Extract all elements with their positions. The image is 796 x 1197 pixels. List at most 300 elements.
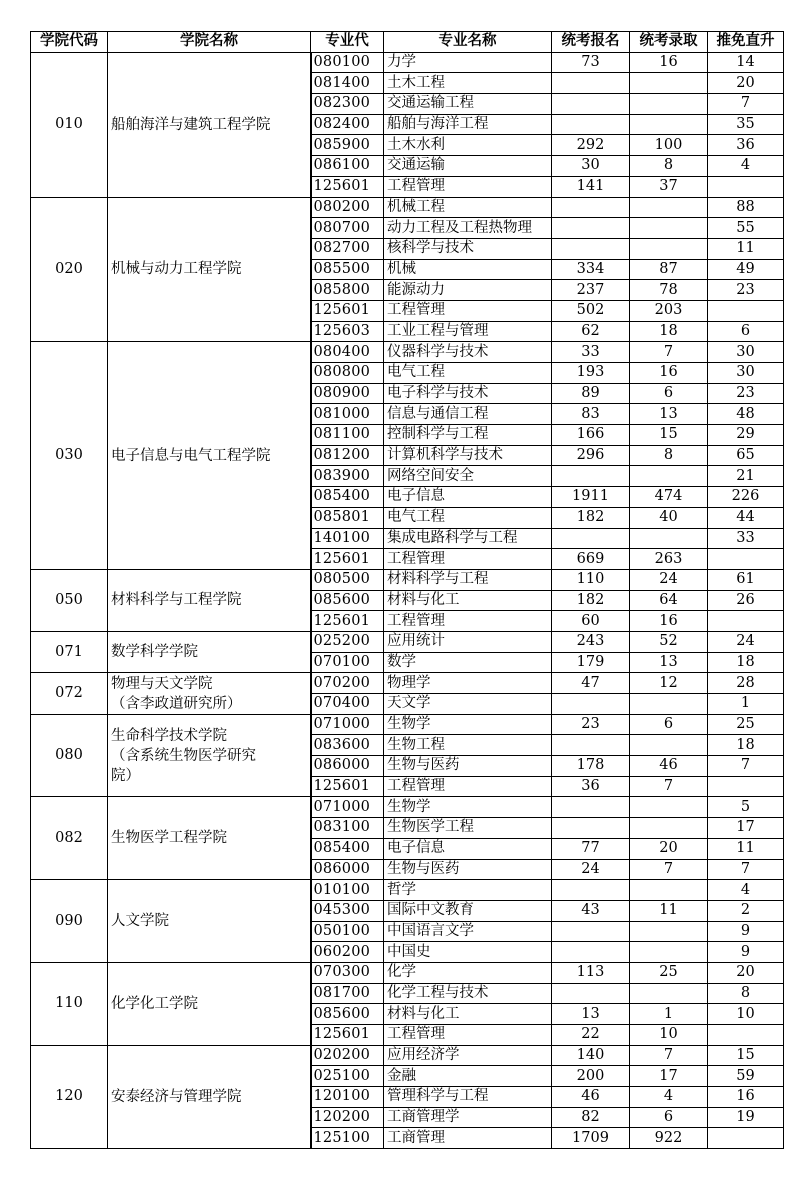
major-name-cell: 工程管理 — [384, 611, 552, 632]
recommended-cell: 19 — [708, 1107, 784, 1128]
major-code-cell: 025200 — [311, 631, 384, 652]
recommended-cell: 25 — [708, 714, 784, 735]
major-name-cell: 仪器科学与技术 — [384, 342, 552, 363]
exam-admitted-cell: 78 — [630, 280, 708, 301]
recommended-cell — [708, 776, 784, 797]
exam-admitted-cell — [630, 218, 708, 239]
major-code-cell: 085400 — [311, 487, 384, 508]
college-name-cell: 船舶海洋与建筑工程学院 — [108, 52, 311, 197]
exam-admitted-cell: 6 — [630, 383, 708, 404]
major-name-cell: 生物学 — [384, 797, 552, 818]
major-name-cell: 土木工程 — [384, 73, 552, 94]
exam-admitted-cell: 4 — [630, 1087, 708, 1108]
exam-admitted-cell: 203 — [630, 300, 708, 321]
major-code-cell: 085900 — [311, 135, 384, 156]
exam-admitted-cell: 13 — [630, 652, 708, 673]
exam-admitted-cell: 6 — [630, 1107, 708, 1128]
recommended-cell: 4 — [708, 880, 784, 901]
table-row — [31, 52, 784, 73]
exam-applicants-cell: 46 — [552, 1087, 630, 1108]
major-name-cell: 工商管理学 — [384, 1107, 552, 1128]
exam-applicants-cell: 502 — [552, 300, 630, 321]
exam-admitted-cell — [630, 73, 708, 94]
major-name-cell: 网络空间安全 — [384, 466, 552, 487]
exam-admitted-cell: 1 — [630, 1004, 708, 1025]
recommended-cell: 23 — [708, 383, 784, 404]
recommended-cell: 28 — [708, 673, 784, 694]
recommended-cell: 16 — [708, 1087, 784, 1108]
major-name-cell: 工程管理 — [384, 776, 552, 797]
table-row — [31, 197, 784, 218]
exam-admitted-cell: 16 — [630, 363, 708, 384]
major-code-cell: 085600 — [311, 590, 384, 611]
exam-applicants-cell — [552, 466, 630, 487]
major-code-cell: 080100 — [311, 52, 384, 73]
major-name-cell: 中国语言文学 — [384, 921, 552, 942]
exam-admitted-cell: 16 — [630, 52, 708, 73]
exam-admitted-cell: 263 — [630, 549, 708, 570]
exam-admitted-cell: 15 — [630, 425, 708, 446]
major-code-cell: 080900 — [311, 383, 384, 404]
exam-applicants-cell — [552, 94, 630, 115]
college-name-cell: 生命科学技术学院 （含系统生物医学研究 院） — [108, 714, 311, 797]
major-name-cell: 生物与医药 — [384, 756, 552, 777]
major-name-cell: 物理学 — [384, 673, 552, 694]
exam-admitted-cell — [630, 818, 708, 839]
recommended-cell: 9 — [708, 921, 784, 942]
major-name-cell: 工商管理 — [384, 1128, 552, 1149]
recommended-cell: 36 — [708, 135, 784, 156]
recommended-cell: 44 — [708, 507, 784, 528]
recommended-cell: 4 — [708, 156, 784, 177]
major-code-cell: 070200 — [311, 673, 384, 694]
admissions-table — [30, 31, 784, 1149]
exam-applicants-cell: 193 — [552, 363, 630, 384]
exam-admitted-cell — [630, 94, 708, 115]
table-row — [31, 714, 784, 735]
major-name-cell: 工程管理 — [384, 549, 552, 570]
exam-admitted-cell: 25 — [630, 962, 708, 983]
major-code-cell: 125601 — [311, 549, 384, 570]
major-name-cell: 管理科学与工程 — [384, 1087, 552, 1108]
exam-admitted-cell: 7 — [630, 776, 708, 797]
major-code-cell: 071000 — [311, 797, 384, 818]
table-row — [31, 631, 784, 652]
college-code-cell: 082 — [31, 797, 108, 880]
exam-applicants-cell: 77 — [552, 838, 630, 859]
major-code-cell: 085400 — [311, 838, 384, 859]
exam-admitted-cell — [630, 942, 708, 963]
major-code-cell: 125601 — [311, 611, 384, 632]
exam-admitted-cell: 16 — [630, 611, 708, 632]
major-code-cell: 080400 — [311, 342, 384, 363]
recommended-cell: 226 — [708, 487, 784, 508]
major-code-cell: 080800 — [311, 363, 384, 384]
exam-applicants-cell: 179 — [552, 652, 630, 673]
exam-admitted-cell: 24 — [630, 569, 708, 590]
exam-applicants-cell: 1709 — [552, 1128, 630, 1149]
major-code-cell: 070400 — [311, 694, 384, 715]
major-name-cell: 材料与化工 — [384, 1004, 552, 1025]
recommended-cell: 14 — [708, 52, 784, 73]
exam-admitted-cell — [630, 197, 708, 218]
table-row — [31, 880, 784, 901]
major-code-cell: 125601 — [311, 300, 384, 321]
exam-admitted-cell: 7 — [630, 859, 708, 880]
major-code-cell: 082700 — [311, 238, 384, 259]
exam-admitted-cell: 64 — [630, 590, 708, 611]
exam-applicants-cell: 292 — [552, 135, 630, 156]
header-exam-applicants: 统考报名 — [552, 32, 630, 53]
recommended-cell: 15 — [708, 1045, 784, 1066]
major-name-cell: 电子信息 — [384, 487, 552, 508]
college-code-cell: 010 — [31, 52, 108, 197]
major-name-cell: 信息与通信工程 — [384, 404, 552, 425]
exam-admitted-cell: 6 — [630, 714, 708, 735]
recommended-cell — [708, 300, 784, 321]
major-code-cell: 060200 — [311, 942, 384, 963]
college-name-cell: 数学科学学院 — [108, 631, 311, 672]
major-name-cell: 天文学 — [384, 694, 552, 715]
exam-applicants-cell: 110 — [552, 569, 630, 590]
exam-applicants-cell: 1911 — [552, 487, 630, 508]
exam-admitted-cell: 7 — [630, 342, 708, 363]
exam-admitted-cell: 8 — [630, 445, 708, 466]
recommended-cell: 20 — [708, 962, 784, 983]
exam-admitted-cell: 52 — [630, 631, 708, 652]
exam-applicants-cell — [552, 528, 630, 549]
exam-applicants-cell: 113 — [552, 962, 630, 983]
exam-applicants-cell — [552, 797, 630, 818]
header-college-name: 学院名称 — [108, 32, 311, 53]
major-name-cell: 应用统计 — [384, 631, 552, 652]
major-code-cell: 070100 — [311, 652, 384, 673]
exam-admitted-cell — [630, 114, 708, 135]
recommended-cell: 11 — [708, 838, 784, 859]
major-code-cell: 082300 — [311, 94, 384, 115]
table-row — [31, 1045, 784, 1066]
recommended-cell: 30 — [708, 342, 784, 363]
header-major-code: 专业代 — [311, 32, 384, 53]
college-code-cell: 120 — [31, 1045, 108, 1148]
college-name-cell: 物理与天文学院 （含李政道研究所） — [108, 673, 311, 714]
major-name-cell: 动力工程及工程热物理 — [384, 218, 552, 239]
major-name-cell: 机械工程 — [384, 197, 552, 218]
recommended-cell: 88 — [708, 197, 784, 218]
major-name-cell: 工程管理 — [384, 300, 552, 321]
major-name-cell: 应用经济学 — [384, 1045, 552, 1066]
major-name-cell: 机械 — [384, 259, 552, 280]
college-name-cell: 电子信息与电气工程学院 — [108, 342, 311, 570]
recommended-cell: 18 — [708, 652, 784, 673]
recommended-cell — [708, 611, 784, 632]
exam-admitted-cell — [630, 735, 708, 756]
major-name-cell: 交通运输工程 — [384, 94, 552, 115]
major-code-cell: 082400 — [311, 114, 384, 135]
major-code-cell: 125601 — [311, 176, 384, 197]
recommended-cell: 10 — [708, 1004, 784, 1025]
recommended-cell: 29 — [708, 425, 784, 446]
major-name-cell: 核科学与技术 — [384, 238, 552, 259]
exam-applicants-cell — [552, 880, 630, 901]
recommended-cell: 11 — [708, 238, 784, 259]
exam-applicants-cell: 30 — [552, 156, 630, 177]
exam-applicants-cell: 23 — [552, 714, 630, 735]
exam-admitted-cell — [630, 466, 708, 487]
exam-applicants-cell: 141 — [552, 176, 630, 197]
major-code-cell: 080200 — [311, 197, 384, 218]
college-name-cell: 安泰经济与管理学院 — [108, 1045, 311, 1148]
exam-applicants-cell — [552, 197, 630, 218]
college-code-cell: 071 — [31, 631, 108, 672]
recommended-cell: 49 — [708, 259, 784, 280]
exam-applicants-cell — [552, 818, 630, 839]
major-name-cell: 中国史 — [384, 942, 552, 963]
exam-admitted-cell: 37 — [630, 176, 708, 197]
table-row — [31, 342, 784, 363]
major-code-cell: 086100 — [311, 156, 384, 177]
header-row — [31, 32, 784, 53]
major-name-cell: 化学工程与技术 — [384, 983, 552, 1004]
recommended-cell — [708, 1025, 784, 1046]
major-code-cell: 080500 — [311, 569, 384, 590]
major-code-cell: 085800 — [311, 280, 384, 301]
exam-admitted-cell: 11 — [630, 900, 708, 921]
exam-applicants-cell: 89 — [552, 383, 630, 404]
major-code-cell: 120100 — [311, 1087, 384, 1108]
recommended-cell: 35 — [708, 114, 784, 135]
table-row — [31, 569, 784, 590]
major-code-cell: 086000 — [311, 859, 384, 880]
header-college-code: 学院代码 — [31, 32, 108, 53]
major-code-cell: 080700 — [311, 218, 384, 239]
exam-admitted-cell: 8 — [630, 156, 708, 177]
major-name-cell: 哲学 — [384, 880, 552, 901]
recommended-cell: 26 — [708, 590, 784, 611]
recommended-cell: 61 — [708, 569, 784, 590]
exam-admitted-cell — [630, 238, 708, 259]
exam-admitted-cell — [630, 880, 708, 901]
recommended-cell: 33 — [708, 528, 784, 549]
college-name-cell: 人文学院 — [108, 880, 311, 963]
recommended-cell: 30 — [708, 363, 784, 384]
major-name-cell: 电子信息 — [384, 838, 552, 859]
college-code-cell: 020 — [31, 197, 108, 342]
major-code-cell: 070300 — [311, 962, 384, 983]
exam-admitted-cell: 87 — [630, 259, 708, 280]
college-code-cell: 080 — [31, 714, 108, 797]
header-recommended: 推免直升 — [708, 32, 784, 53]
recommended-cell: 1 — [708, 694, 784, 715]
major-code-cell: 125603 — [311, 321, 384, 342]
major-code-cell: 085500 — [311, 259, 384, 280]
recommended-cell: 7 — [708, 859, 784, 880]
major-code-cell: 081700 — [311, 983, 384, 1004]
recommended-cell: 20 — [708, 73, 784, 94]
major-code-cell: 083600 — [311, 735, 384, 756]
exam-admitted-cell — [630, 528, 708, 549]
college-name-cell: 机械与动力工程学院 — [108, 197, 311, 342]
exam-admitted-cell: 46 — [630, 756, 708, 777]
college-code-cell: 072 — [31, 673, 108, 714]
exam-applicants-cell — [552, 114, 630, 135]
major-name-cell: 土木水利 — [384, 135, 552, 156]
college-code-cell: 050 — [31, 569, 108, 631]
header-major-name: 专业名称 — [384, 32, 552, 53]
exam-applicants-cell — [552, 73, 630, 94]
exam-applicants-cell — [552, 694, 630, 715]
recommended-cell: 18 — [708, 735, 784, 756]
exam-applicants-cell: 47 — [552, 673, 630, 694]
major-code-cell: 081200 — [311, 445, 384, 466]
major-code-cell: 083100 — [311, 818, 384, 839]
major-code-cell: 025100 — [311, 1066, 384, 1087]
exam-admitted-cell: 40 — [630, 507, 708, 528]
exam-admitted-cell: 922 — [630, 1128, 708, 1149]
major-code-cell: 125601 — [311, 776, 384, 797]
exam-applicants-cell: 13 — [552, 1004, 630, 1025]
header-exam-admitted: 统考录取 — [630, 32, 708, 53]
major-name-cell: 工业工程与管理 — [384, 321, 552, 342]
recommended-cell: 8 — [708, 983, 784, 1004]
exam-applicants-cell: 182 — [552, 590, 630, 611]
recommended-cell: 55 — [708, 218, 784, 239]
college-code-cell: 110 — [31, 962, 108, 1045]
exam-applicants-cell — [552, 735, 630, 756]
major-name-cell: 金融 — [384, 1066, 552, 1087]
recommended-cell — [708, 176, 784, 197]
major-code-cell: 081100 — [311, 425, 384, 446]
major-name-cell: 材料科学与工程 — [384, 569, 552, 590]
recommended-cell: 7 — [708, 756, 784, 777]
recommended-cell — [708, 549, 784, 570]
exam-applicants-cell: 33 — [552, 342, 630, 363]
exam-applicants-cell: 43 — [552, 900, 630, 921]
major-name-cell: 化学 — [384, 962, 552, 983]
exam-applicants-cell: 60 — [552, 611, 630, 632]
exam-applicants-cell — [552, 983, 630, 1004]
college-code-cell: 090 — [31, 880, 108, 963]
exam-admitted-cell — [630, 983, 708, 1004]
major-code-cell: 071000 — [311, 714, 384, 735]
major-name-cell: 力学 — [384, 52, 552, 73]
major-code-cell: 081400 — [311, 73, 384, 94]
major-name-cell: 工程管理 — [384, 1025, 552, 1046]
major-code-cell: 125100 — [311, 1128, 384, 1149]
major-name-cell: 计算机科学与技术 — [384, 445, 552, 466]
recommended-cell: 21 — [708, 466, 784, 487]
college-name-cell: 生物医学工程学院 — [108, 797, 311, 880]
recommended-cell: 7 — [708, 94, 784, 115]
major-name-cell: 国际中文教育 — [384, 900, 552, 921]
major-name-cell: 生物与医药 — [384, 859, 552, 880]
table-row — [31, 673, 784, 694]
recommended-cell: 59 — [708, 1066, 784, 1087]
exam-admitted-cell: 12 — [630, 673, 708, 694]
major-name-cell: 船舶与海洋工程 — [384, 114, 552, 135]
exam-admitted-cell — [630, 694, 708, 715]
major-name-cell: 材料与化工 — [384, 590, 552, 611]
major-code-cell: 140100 — [311, 528, 384, 549]
exam-applicants-cell: 296 — [552, 445, 630, 466]
exam-applicants-cell — [552, 942, 630, 963]
exam-admitted-cell: 474 — [630, 487, 708, 508]
exam-applicants-cell: 22 — [552, 1025, 630, 1046]
exam-applicants-cell: 166 — [552, 425, 630, 446]
table-body — [31, 52, 784, 1148]
exam-applicants-cell — [552, 218, 630, 239]
major-code-cell: 085801 — [311, 507, 384, 528]
recommended-cell: 2 — [708, 900, 784, 921]
exam-applicants-cell: 237 — [552, 280, 630, 301]
major-code-cell: 083900 — [311, 466, 384, 487]
major-name-cell: 数学 — [384, 652, 552, 673]
exam-applicants-cell — [552, 921, 630, 942]
major-code-cell: 120200 — [311, 1107, 384, 1128]
exam-applicants-cell: 182 — [552, 507, 630, 528]
exam-applicants-cell: 36 — [552, 776, 630, 797]
recommended-cell — [708, 1128, 784, 1149]
major-name-cell: 控制科学与工程 — [384, 425, 552, 446]
major-code-cell: 086000 — [311, 756, 384, 777]
college-name-cell: 化学化工学院 — [108, 962, 311, 1045]
recommended-cell: 24 — [708, 631, 784, 652]
exam-applicants-cell: 83 — [552, 404, 630, 425]
exam-applicants-cell: 24 — [552, 859, 630, 880]
table-row — [31, 797, 784, 818]
major-name-cell: 电子科学与技术 — [384, 383, 552, 404]
major-name-cell: 能源动力 — [384, 280, 552, 301]
table-row — [31, 962, 784, 983]
recommended-cell: 48 — [708, 404, 784, 425]
exam-applicants-cell: 334 — [552, 259, 630, 280]
major-name-cell: 生物工程 — [384, 735, 552, 756]
recommended-cell: 17 — [708, 818, 784, 839]
major-code-cell: 085600 — [311, 1004, 384, 1025]
exam-applicants-cell: 178 — [552, 756, 630, 777]
major-code-cell: 081000 — [311, 404, 384, 425]
exam-applicants-cell: 243 — [552, 631, 630, 652]
exam-admitted-cell — [630, 797, 708, 818]
major-name-cell: 生物学 — [384, 714, 552, 735]
exam-applicants-cell: 669 — [552, 549, 630, 570]
major-name-cell: 交通运输 — [384, 156, 552, 177]
exam-admitted-cell: 7 — [630, 1045, 708, 1066]
exam-applicants-cell: 82 — [552, 1107, 630, 1128]
exam-applicants-cell: 140 — [552, 1045, 630, 1066]
major-code-cell: 045300 — [311, 900, 384, 921]
exam-applicants-cell — [552, 238, 630, 259]
major-code-cell: 050100 — [311, 921, 384, 942]
exam-admitted-cell: 100 — [630, 135, 708, 156]
exam-admitted-cell: 18 — [630, 321, 708, 342]
major-name-cell: 工程管理 — [384, 176, 552, 197]
recommended-cell: 6 — [708, 321, 784, 342]
major-name-cell: 集成电路科学与工程 — [384, 528, 552, 549]
exam-admitted-cell — [630, 921, 708, 942]
exam-applicants-cell: 73 — [552, 52, 630, 73]
major-code-cell: 125601 — [311, 1025, 384, 1046]
exam-applicants-cell: 62 — [552, 321, 630, 342]
major-name-cell: 生物医学工程 — [384, 818, 552, 839]
major-code-cell: 020200 — [311, 1045, 384, 1066]
exam-admitted-cell: 17 — [630, 1066, 708, 1087]
major-name-cell: 电气工程 — [384, 507, 552, 528]
college-code-cell: 030 — [31, 342, 108, 570]
college-name-cell: 材料科学与工程学院 — [108, 569, 311, 631]
exam-admitted-cell: 13 — [630, 404, 708, 425]
exam-admitted-cell: 10 — [630, 1025, 708, 1046]
